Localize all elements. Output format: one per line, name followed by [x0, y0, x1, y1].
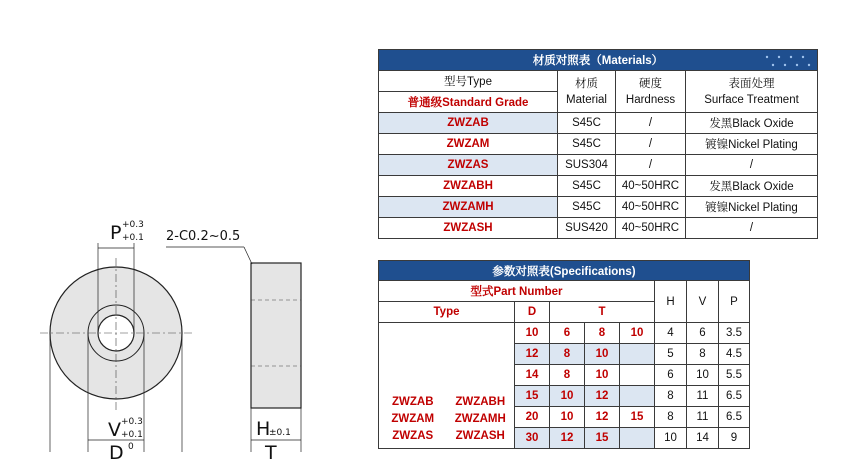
- v-dimension-label: V: [108, 419, 121, 441]
- materials-col-hardness: 硬度 Hardness: [616, 71, 686, 113]
- spec-t-value: 8: [550, 365, 585, 386]
- spec-d-value: 15: [515, 386, 550, 407]
- spec-t-value: [620, 386, 655, 407]
- spec-t-value: 15: [620, 407, 655, 428]
- hardness-value: /: [616, 134, 686, 155]
- material-type: ZWZAB: [379, 113, 558, 134]
- spec-d-value: 14: [515, 365, 550, 386]
- spec-type-name: ZWZAS: [392, 430, 434, 442]
- materials-col-surface: 表面处理 Surface Treatment: [686, 71, 818, 113]
- spec-v-value: 6: [687, 323, 719, 344]
- hardness-value: 40~50HRC: [616, 176, 686, 197]
- spec-h-value: 6: [655, 365, 687, 386]
- spec-v-value: 10: [687, 365, 719, 386]
- chamfer-label: 2-C0.2~0.5: [166, 229, 241, 244]
- materials-title: 材质对照表（Materials）: [532, 55, 664, 67]
- hardness-value: 40~50HRC: [616, 197, 686, 218]
- materials-grade: 普通级Standard Grade: [379, 92, 558, 113]
- spec-t-value: [620, 428, 655, 449]
- spec-d-value: 30: [515, 428, 550, 449]
- surface-value: /: [686, 155, 818, 176]
- materials-title-cell: [379, 50, 818, 71]
- spec-t-value: [620, 344, 655, 365]
- hardness-value: 40~50HRC: [616, 218, 686, 239]
- spec-d-value: 10: [515, 323, 550, 344]
- spec-p-value: 5.5: [719, 365, 750, 386]
- spec-p-value: 4.5: [719, 344, 750, 365]
- spec-p-value: 9: [719, 428, 750, 449]
- table-row: [379, 134, 818, 155]
- spec-v-value: 14: [687, 428, 719, 449]
- spec-t-value: 12: [585, 386, 620, 407]
- table-row: [379, 323, 750, 344]
- specs-col-t: T: [550, 302, 655, 323]
- material-type: ZWZASH: [379, 218, 558, 239]
- p-dimension-label: P: [110, 222, 122, 244]
- spec-type-name: ZWZABH: [455, 396, 506, 408]
- p-tolerance-upper: +0.3: [122, 220, 144, 230]
- h-dimension-label: H: [256, 418, 271, 440]
- p-tolerance-lower: +0.1: [122, 233, 144, 243]
- specs-type-cell: [379, 323, 515, 449]
- spec-h-value: 8: [655, 407, 687, 428]
- washer-side-view: [251, 263, 301, 408]
- hardness-value: /: [616, 113, 686, 134]
- material-value: SUS420: [558, 218, 616, 239]
- specs-title-cell: [379, 261, 750, 281]
- hardness-value: /: [616, 155, 686, 176]
- spec-v-value: 11: [687, 407, 719, 428]
- surface-value: 发黑Black Oxide: [686, 176, 818, 197]
- spec-type-name: ZWZAB: [391, 396, 434, 408]
- h-tolerance: ±0.1: [269, 428, 291, 438]
- specs-col-type: Type: [379, 302, 515, 323]
- spec-t-value: 10: [620, 323, 655, 344]
- d-tolerance: 0: [128, 442, 134, 452]
- spec-d-value: 12: [515, 344, 550, 365]
- material-value: S45C: [558, 113, 616, 134]
- technical-drawing: [0, 0, 360, 464]
- spec-d-value: 20: [515, 407, 550, 428]
- spec-h-value: 10: [655, 428, 687, 449]
- spec-v-value: 11: [687, 386, 719, 407]
- specs-col-v: V: [687, 281, 719, 323]
- spec-t-value: 15: [585, 428, 620, 449]
- spec-t-value: 10: [585, 344, 620, 365]
- chamfer-leader-arrow: [244, 247, 252, 264]
- specs-title: 参数对照表(Specifications): [492, 265, 636, 278]
- specs-part-number: 型式Part Number: [379, 281, 655, 302]
- spec-type-name: ZWZASH: [455, 430, 505, 442]
- spec-t-value: 12: [585, 407, 620, 428]
- table-row: [379, 218, 818, 239]
- material-type: ZWZAS: [379, 155, 558, 176]
- specs-col-p: P: [719, 281, 750, 323]
- spec-type-name: ZWZAM: [391, 413, 435, 425]
- material-type: ZWZAM: [379, 134, 558, 155]
- spec-p-value: 3.5: [719, 323, 750, 344]
- table-row: [379, 197, 818, 218]
- specs-table: [378, 260, 750, 449]
- material-value: S45C: [558, 134, 616, 155]
- surface-value: 镀镍Nickel Plating: [686, 134, 818, 155]
- spec-h-value: 4: [655, 323, 687, 344]
- material-value: S45C: [558, 197, 616, 218]
- table-row: [379, 155, 818, 176]
- spec-type-name: ZWZAMH: [454, 413, 506, 425]
- materials-col-material: 材质 Material: [558, 71, 616, 113]
- materials-table: [378, 49, 818, 239]
- spec-t-value: [620, 365, 655, 386]
- material-type: ZWZABH: [379, 176, 558, 197]
- washer-drawing: [0, 0, 360, 452]
- spec-t-value: 8: [585, 323, 620, 344]
- material-value: S45C: [558, 176, 616, 197]
- decorative-dots-icon: [763, 53, 813, 69]
- materials-col-type: 型号Type: [379, 71, 558, 92]
- spec-p-value: 6.5: [719, 407, 750, 428]
- material-type: ZWZAMH: [379, 197, 558, 218]
- spec-h-value: 8: [655, 386, 687, 407]
- specs-col-d: D: [515, 302, 550, 323]
- material-value: SUS304: [558, 155, 616, 176]
- d-dimension-label: D: [109, 442, 124, 464]
- table-row: [379, 113, 818, 134]
- table-row: [379, 176, 818, 197]
- spec-v-value: 8: [687, 344, 719, 365]
- spec-h-value: 5: [655, 344, 687, 365]
- surface-value: /: [686, 218, 818, 239]
- spec-p-value: 6.5: [719, 386, 750, 407]
- v-tolerance-upper: +0.3: [121, 417, 143, 427]
- specs-col-h: H: [655, 281, 687, 323]
- spec-t-value: 10: [550, 386, 585, 407]
- v-tolerance-lower: +0.1: [121, 430, 143, 440]
- surface-value: 发黑Black Oxide: [686, 113, 818, 134]
- spec-t-value: 6: [550, 323, 585, 344]
- surface-value: 镀镍Nickel Plating: [686, 197, 818, 218]
- spec-t-value: 12: [550, 428, 585, 449]
- spec-t-value: 10: [550, 407, 585, 428]
- spec-t-value: 10: [585, 365, 620, 386]
- spec-t-value: 8: [550, 344, 585, 365]
- t-dimension-label: T: [265, 442, 277, 464]
